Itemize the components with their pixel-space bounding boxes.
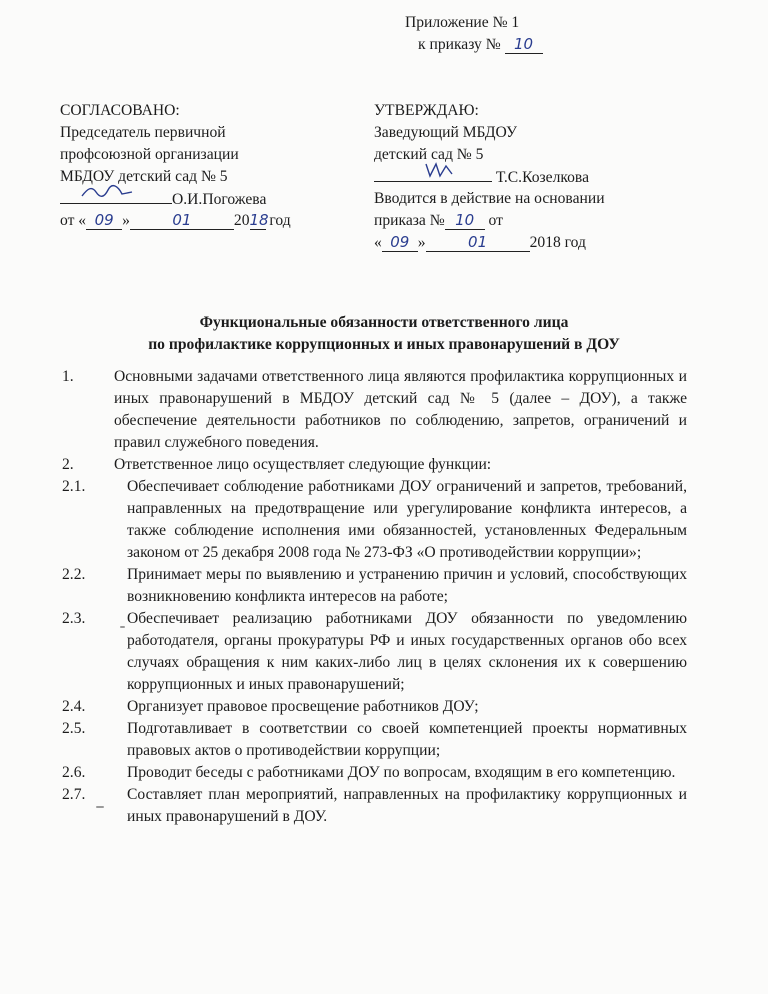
agreed-signer-name: О.И.Погожева bbox=[172, 191, 267, 208]
handwritten-year: 18 bbox=[249, 211, 269, 229]
approval-block-approved bbox=[374, 100, 704, 254]
list-item-text: Основными задачами ответственного лица являются профилактика коррупционных и иных правонарушений в МБДОУ детский сад № 5 (далее – ДОУ), а также обеспечение деятельности работников по соблюдению, запретов, ограничений и правил служебного поведения. bbox=[114, 368, 687, 451]
approval-block-agreed bbox=[60, 100, 350, 232]
approved-line-4: Вводится в действие на основании bbox=[374, 190, 605, 207]
list-item-text: Составляет план мероприятий, направленных на профилактику коррупционных и иных правонарушений в ДОУ. bbox=[127, 786, 687, 825]
list-item-text: Обеспечивает реализацию работниками ДОУ обязанности по уведомлению работодателя, органы прокуратуры РФ и иных государственных органов обо всех случаях обращения к ним каких-либо лиц в целях склонения их к совершению коррупционных и иных правонарушений; bbox=[127, 610, 687, 693]
list-item-number: 2. bbox=[62, 456, 74, 473]
list-item-text: Обеспечивает соблюдение работниками ДОУ ограничений и запретов, требований, направленных на предотвращение или урегулирование конфликта интересов, а также соблюдение исполнения ими обязанностей, установленных Федеральным законом от 25 декабря 2008 года № 273-ФЗ «О противодействии коррупции»; bbox=[127, 478, 687, 561]
agreed-line-2: профсоюзной организации bbox=[60, 146, 239, 163]
agreed-line-3: МБДОУ детский сад № 5 bbox=[60, 168, 228, 185]
agreed-month-field bbox=[130, 212, 234, 230]
annex-order-ref bbox=[418, 34, 543, 56]
approved-order-line bbox=[374, 210, 704, 232]
handwritten-month: 01 bbox=[172, 211, 192, 229]
list-item-number: 2.5. bbox=[62, 720, 86, 737]
list-item bbox=[62, 476, 687, 564]
agreed-day-field bbox=[86, 212, 122, 230]
scan-artifact bbox=[120, 626, 125, 628]
scan-artifact bbox=[96, 806, 104, 808]
list-item bbox=[62, 784, 687, 828]
annex-title: Приложение № 1 bbox=[405, 14, 520, 31]
approved-day-field bbox=[382, 234, 418, 252]
list-item-number: 2.4. bbox=[62, 698, 86, 715]
list-item bbox=[62, 564, 687, 608]
approved-year-suffix: 2018 год bbox=[529, 234, 586, 251]
handwritten-signature bbox=[78, 182, 138, 202]
list-item-number: 2.7. bbox=[62, 786, 86, 803]
handwritten-order-number: 10 bbox=[514, 35, 534, 53]
approved-line-2: детский сад № 5 bbox=[374, 146, 484, 163]
document-title bbox=[0, 312, 768, 356]
annex-order-prefix: к приказу № bbox=[418, 36, 501, 53]
approved-line-1: Заведующий МБДОУ bbox=[374, 124, 517, 141]
agreed-year-prefix: 20 bbox=[233, 212, 250, 229]
agreed-signature-line bbox=[60, 188, 350, 210]
agreed-signature-field bbox=[60, 188, 172, 204]
list-item bbox=[62, 366, 687, 454]
approved-order-field bbox=[445, 212, 485, 230]
approved-heading: УТВЕРЖДАЮ: bbox=[374, 102, 479, 119]
handwritten-month: 01 bbox=[468, 233, 488, 251]
list-item-number: 2.2. bbox=[62, 566, 86, 583]
approved-order-prefix: приказа № bbox=[374, 212, 445, 229]
list-item bbox=[62, 718, 687, 762]
list-item bbox=[62, 454, 687, 476]
handwritten-order-number: 10 bbox=[455, 211, 475, 229]
approved-date-line bbox=[374, 232, 704, 254]
approved-signer-name: Т.С.Козелкова bbox=[495, 169, 590, 186]
agreed-date-mid: » bbox=[122, 212, 130, 229]
approved-date-open: « bbox=[374, 234, 382, 251]
approved-date-mid: » bbox=[417, 234, 426, 251]
list-item-text: Принимает меры по выявлению и устранению причин и условий, способствующих возникновению конфликта интересов на работе; bbox=[127, 566, 687, 605]
approved-order-suffix: от bbox=[488, 212, 503, 229]
list-item-number: 2.6. bbox=[62, 764, 86, 781]
handwritten-day: 09 bbox=[390, 233, 410, 251]
list-item-text: Организует правовое просвещение работников ДОУ; bbox=[127, 698, 479, 715]
agreed-date-line bbox=[60, 210, 350, 232]
agreed-heading: СОГЛАСОВАНО: bbox=[60, 102, 180, 119]
list-item-text: Проводит беседы с работниками ДОУ по вопросам, входящим в его компетенцию. bbox=[127, 764, 676, 781]
handwritten-day: 09 bbox=[94, 211, 114, 229]
document-title-line-1: Функциональные обязанности ответственного лица bbox=[199, 314, 569, 331]
handwritten-signature bbox=[422, 160, 462, 180]
list-item-number: 2.3. bbox=[62, 610, 86, 627]
list-item-number: 1. bbox=[62, 368, 74, 385]
list-item-number: 2.1. bbox=[62, 478, 86, 495]
list-item bbox=[62, 762, 687, 784]
agreed-year-field bbox=[249, 211, 269, 230]
approved-signature-field bbox=[374, 166, 492, 182]
agreed-line-1: Председатель первичной bbox=[60, 124, 226, 141]
annex-order-number-field bbox=[505, 36, 543, 54]
approved-month-field bbox=[426, 234, 530, 252]
list-item bbox=[62, 608, 687, 696]
agreed-year-suffix: год bbox=[269, 212, 291, 229]
list-item bbox=[62, 696, 687, 718]
approved-signature-line bbox=[374, 166, 704, 188]
document-title-line-2: по профилактике коррупционных и иных правонарушений в ДОУ bbox=[148, 336, 620, 353]
agreed-date-prefix: от « bbox=[60, 212, 87, 229]
list-item-text: Подготавливает в соответствии со своей компетенцией проекты нормативных правовых актов о противодействии коррупции; bbox=[127, 720, 687, 759]
list-item-text: Ответственное лицо осуществляет следующие функции: bbox=[114, 456, 492, 473]
duties-list bbox=[62, 366, 687, 828]
